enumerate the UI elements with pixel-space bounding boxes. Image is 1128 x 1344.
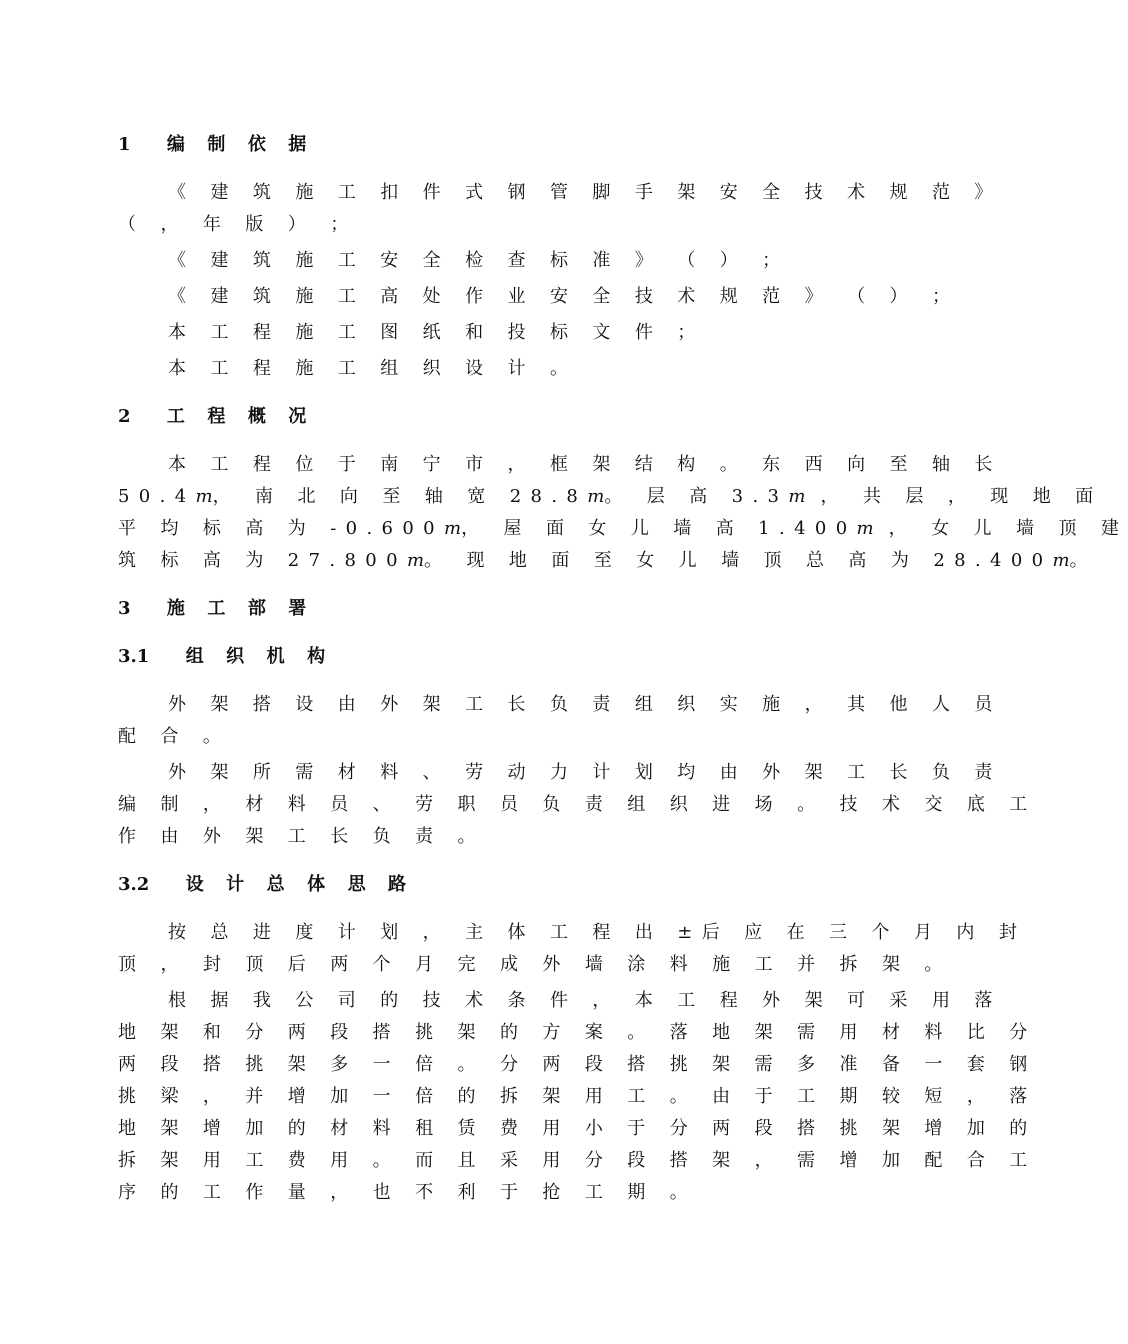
section-number: 3.1 [118,646,150,667]
section-title: 组 织 机 构 [185,646,334,667]
reference-item: 本 工 程 施 工 组 织 设 计 。 [168,358,578,379]
reference-item: 《 建 筑 施 工 扣 件 式 钢 管 脚 手 架 安 全 技 术 规 范 》 [168,182,1002,203]
paragraph-line: 地 架 增 加 的 材 料 租 赁 费 用 小 于 分 两 段 搭 挑 架 增 加 的 [118,1118,1037,1139]
paragraph-line: 作 由 外 架 工 长 负 责 。 [118,826,485,847]
paragraph-line: 外 架 搭 设 由 外 架 工 长 负 责 组 织 实 施 ， 其 他 人 员 [168,694,1002,715]
paragraph-line: 根 据 我 公 司 的 技 术 条 件 ， 本 工 程 外 架 可 采 用 落 [168,990,1002,1011]
paragraph-line: 地 架 和 分 两 段 搭 挑 架 的 方 案 。 落 地 架 需 用 材 料 比 分 [118,1022,1037,1043]
section-title: 编 制 依 据 [166,134,315,155]
paragraph-line: 外 架 所 需 材 料 、 劳 动 力 计 划 均 由 外 架 工 长 负 责 [168,762,1002,783]
section-title: 工 程 概 况 [166,406,315,427]
paragraph-line: 编 制 ， 材 料 员 、 劳 职 员 负 责 组 织 进 场 。 技 术 交 底 工 [118,794,1037,815]
reference-item-cont: （ ， 年 版 ） ； [118,214,358,235]
paragraph-line: 顶 ， 封 顶 后 两 个 月 完 成 外 墙 涂 料 施 工 并 拆 架 。 [118,954,952,975]
section-3-heading [118,597,314,621]
paragraph-line: 配 合 。 [118,726,231,747]
paragraph-line: 平 均 标 高 为 -0.600m， 屋 面 女 儿 墙 高 1.400m ， 女 儿 墙 顶 建 [118,518,1128,539]
paragraph-line: 50.4m， 南 北 向 至 轴 宽 28.8m。 层 高 3.3m ， 共 层 ， 现 地 面 [118,486,1103,507]
paragraph-line: 挑 梁 ， 并 增 加 一 倍 的 拆 架 用 工 。 由 于 工 期 较 短 ， 落 [118,1086,1037,1107]
paragraph-line: 筑 标 高 为 27.800m。 现 地 面 至 女 儿 墙 顶 总 高 为 28.400m。 [118,550,1097,571]
section-number: 3 [118,598,131,619]
reference-item: 《 建 筑 施 工 高 处 作 业 安 全 技 术 规 范 》 （ ） ； [168,286,960,307]
section-number: 1 [118,134,131,155]
paragraph-line: 按 总 进 度 计 划 ， 主 体 工 程 出 ±后 应 在 三 个 月 内 封 [168,922,1027,943]
paragraph-line: 本 工 程 位 于 南 宁 市 ， 框 架 结 构 。 东 西 向 至 轴 长 [168,454,1002,475]
reference-item: 本 工 程 施 工 图 纸 和 投 标 文 件 ； [168,322,705,343]
subsection-3-1-heading [118,645,333,669]
section-1-heading [118,133,314,157]
subsection-3-2-heading [118,873,414,897]
paragraph-line: 拆 架 用 工 费 用 。 而 且 采 用 分 段 搭 架 ， 需 增 加 配 合 工 [118,1150,1037,1171]
reference-item: 《 建 筑 施 工 安 全 检 查 标 准 》 （ ） ； [168,250,790,271]
section-title: 设 计 总 体 思 路 [185,874,415,895]
section-number: 3.2 [118,874,150,895]
section-number: 2 [118,406,131,427]
section-title: 施 工 部 署 [166,598,315,619]
section-2-heading [118,405,314,429]
paragraph-line: 序 的 工 作 量 ， 也 不 利 于 抢 工 期 。 [118,1182,698,1203]
paragraph-line: 两 段 搭 挑 架 多 一 倍 。 分 两 段 搭 挑 架 需 多 准 备 一 套 钢 [118,1054,1037,1075]
